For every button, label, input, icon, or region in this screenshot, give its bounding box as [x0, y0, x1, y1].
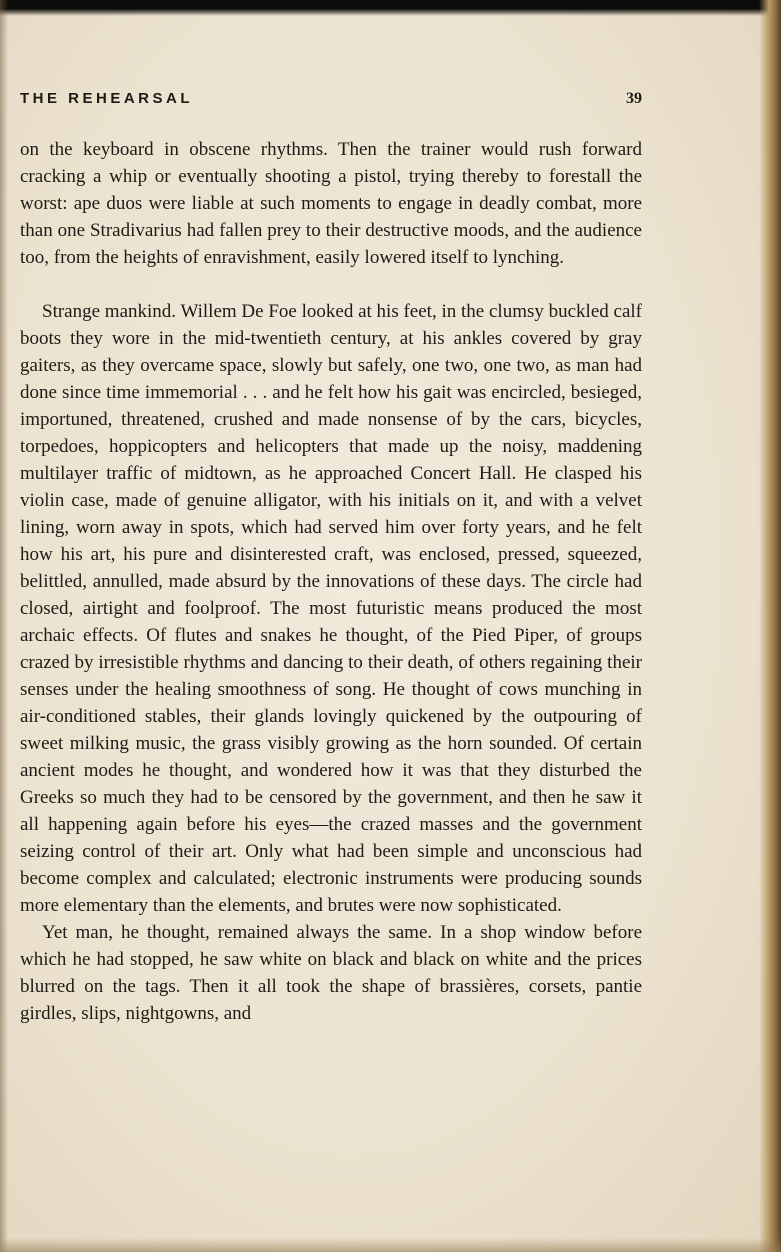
spine-edge — [0, 0, 8, 1252]
body-text — [20, 136, 642, 1027]
page-edge-bottom — [0, 1238, 781, 1252]
page-edge-right — [759, 0, 781, 1252]
running-head — [20, 90, 642, 114]
paragraph-1: on the keyboard in obscene rhythms. Then the trainer would rush forward cracking a whip or eventually shooting a pistol, trying thereby to forestall the worst: ape duos were liable at such moments to engage in deadly combat, more than one Stradivarius had fallen prey to their destructive moods, and the audience too, from the heights of enravishment, easily lowered itself to lynching. — [20, 139, 642, 268]
top-shadow — [0, 0, 781, 16]
paragraph-2: Strange mankind. Willem De Foe looked at his feet, in the clumsy buckled calf boots they wore in the mid-twentieth century, at his ankles covered by gray gaiters, as they overcame space, slowly but safely, one two, one two, as man had done since time immemorial . . . and he felt how his gait was encircled, besieged, importuned, threatened, crushed and made nonsense of by the cars, bicycles, torpedoes, hoppicopters and helicopters that made up the noisy, maddening multilayer traffic of midtown, as he approached Concert Hall. He clasped his violin case, made of genuine alligator, with his initials on it, and with a velvet lining, worn away in spots, which had served him over forty years, and he felt how his art, his pure and disinterested craft, was enclosed, pressed, squeezed, belittled, annulled, made absurd by the innovations of these days. The circle had closed, airtight and foolproof. The most futuristic means produced the most archaic effects. Of flutes and snakes he thought, of the Pied Piper, of groups crazed by irresistible rhythms and dancing to their death, of others regaining their senses under the healing smoothness of song. He thought of cows munching in air-conditioned stables, their glands lovingly quickened by the outpouring of sweet milking music, the grass visibly growing as the horn sounded. Of certain ancient modes he thought, and wondered how it was that they disturbed the Greeks so much they had to be censored by the government, and then he saw it all happening again before his eyes—the crazed masses and the government seizing control of their art. Only what had been simple and unconscious had become complex and calculated; electronic instruments were producing sounds more elementary than the elements, and brutes were now sophisticated. — [20, 301, 642, 916]
running-head-title: THE REHEARSAL — [20, 90, 194, 107]
page-number: 39 — [626, 90, 642, 107]
paragraph-3: Yet man, he thought, remained always the same. In a shop window before which he had stopped, he saw white on black and black on white and the prices blurred on the tags. Then it all took the shape of brassières, corsets, pantie girdles, slips, nightgowns, and — [20, 922, 642, 1024]
